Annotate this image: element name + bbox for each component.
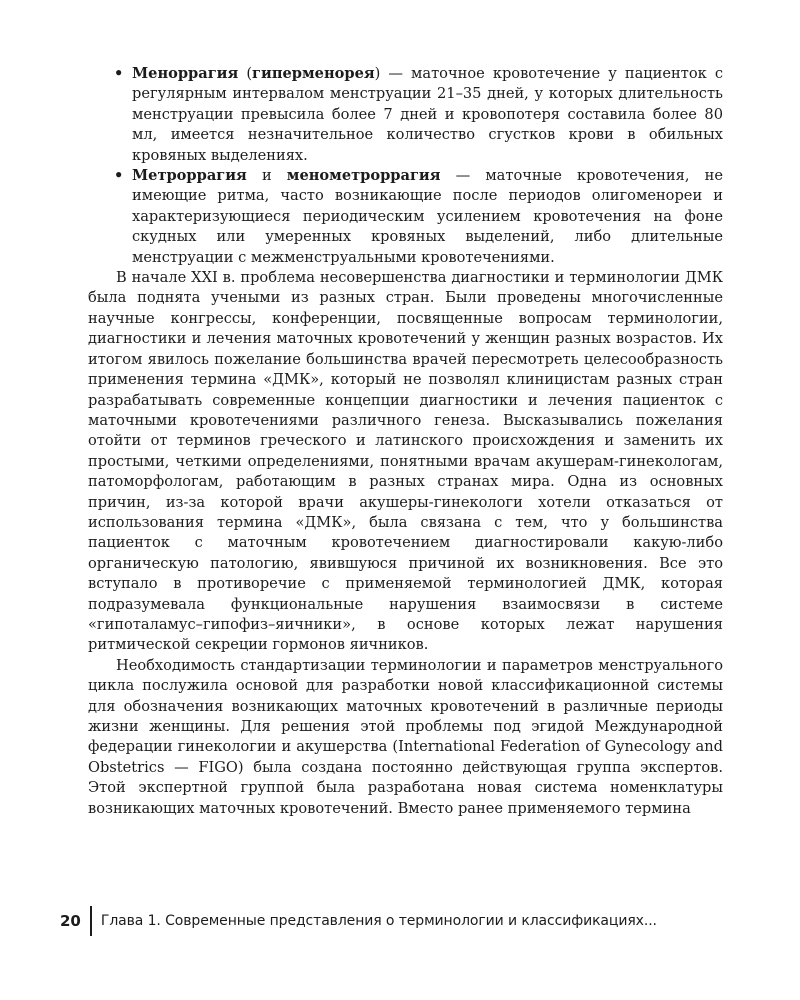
page-footer (60, 904, 760, 938)
paragraph: В начале XXI в. проблема несовершенства диагностики и терминологии ДМК была поднята учеными из разных стран. Были проведены многочисленные научные конгрессы, конференции, посвященные вопросам терминологии, диагностики и лечения маточных кровотечений у женщин разных возрастов. Их итогом явилось пожелание большинства врачей пересмотреть целесообразность применения термина «ДМК», который не позволял клиницистам разных стран разрабатывать современные концепции диагностики и лечения пациенток с маточными кровотечениями различного генеза. Высказывались пожелания отойти от терминов греческого и латинского происхождения и заменить их простыми, четкими определениями, понятными врачам акушерам-гинекологам, патоморфологам, работающим в разных странах мира. Одна из основных причин, из-за которой врачи акушеры-гинекологи хотели отказаться от использования термина «ДМК», была связана с тем, что у большинства пациенток с маточным кровотечением диагностировали какую-либо органическую патологию, явившуюся причиной их возникновения. Все это вступало в противоречие с применяемой терминологией ДМК, которая подразумевала функциональные нарушения взаимосвязи в системе «гипоталамус–гипофиз–яичники», в основе которых лежат нарушения ритмической секреции гормонов яичников. (88, 269, 723, 654)
footer-divider (90, 906, 92, 936)
definition-text: — маточное кровотечение у пациенток с регулярным интервалом менструации 21–35 дней, у которых длительность менструации превысила более 7 дней и кровопотеря составила более 80 мл, имеется незначительное количество сгустков крови в обильных кровяных выделениях. (132, 65, 723, 164)
page-body (88, 64, 723, 819)
list-item (132, 166, 723, 268)
page-number: 20 (60, 912, 81, 930)
term-paren-open: ( (238, 65, 253, 82)
definition-text: — маточные кровотечения, не имеющие ритма, часто возникающие после периодов олигоменореи и характеризующиеся периодическим усилением кровотечения на фоне скудных или умеренных кровяных выделений, либо длительные менструации с межменструальными кровотечениями. (132, 167, 723, 266)
running-head: Глава 1. Современные представления о терминологии и классификациях... (100, 913, 657, 929)
term-hypermenorrhea: гиперменорея (252, 65, 375, 82)
term-metrorrhagia: Метроррагия (132, 167, 247, 185)
term-paren-close: ) (374, 65, 381, 82)
term-connector: и (246, 167, 287, 185)
term-menometrorrhagia: менометроррагия (286, 167, 441, 185)
term-menorrhagia: Меноррагия (132, 65, 239, 82)
list-item (132, 64, 723, 166)
paragraph: Необходимость стандартизации терминологии и параметров менструального цикла послужила основой для разработки новой классификационной системы для обозначения возникающих маточных кровотечений в различные периоды жизни женщины. Для решения этой проблемы под эгидой Международной федерации гинекологии и акушерства (International Federation of Gynecology and Obstetrics — FIGO) была создана постоянно действующая группа экспертов. Этой экспертной группой была разработана новая система номенклатуры возникающих маточных кровотечений. Вместо ранее применяемого термина (88, 656, 723, 817)
definition-list (88, 64, 723, 268)
